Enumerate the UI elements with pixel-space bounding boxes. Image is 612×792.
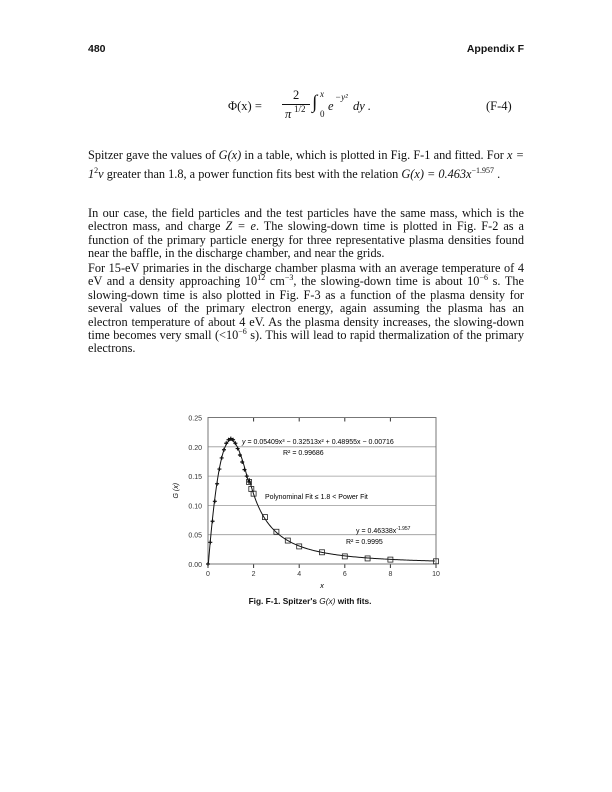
t: G(x) = 0.463x (401, 167, 472, 181)
x-tick-label: 8 (388, 571, 393, 578)
y-tick-label: 0.10 (188, 503, 202, 511)
y-axis-label: G (x) (173, 482, 180, 499)
data-point-plus (213, 499, 217, 503)
eq-lhs: Φ(x) = (228, 99, 262, 113)
power-r2: R² = 0.9995 (346, 539, 383, 546)
x-tick-label: 0 (206, 571, 210, 578)
data-point-plus (211, 519, 215, 523)
t: −1.957 (471, 165, 495, 175)
power-equation: $y = 0.46338x^{-1.957}$ (356, 526, 411, 535)
data-point-plus (222, 448, 226, 452)
data-point-plus (217, 467, 221, 471)
eq-denom-exp: 1/2 (294, 104, 306, 114)
figure-caption (160, 596, 460, 606)
y-tick-label: 0.05 (188, 532, 202, 540)
data-point-plus (208, 540, 212, 544)
t: −3 (284, 273, 294, 283)
paragraph-1 (88, 146, 524, 184)
x-axis-label: x (320, 581, 324, 590)
t: For 15-eV primaries in the discharge chamber plasma with an average temperature of 4 eV and a density approaching 10 (88, 261, 524, 289)
integral-sign: ∫ (312, 92, 318, 113)
x-tick-label: 2 (251, 571, 256, 578)
t: In our case, the field particles and the test particles have the same mass, which is the electron mass, and charge (88, 206, 524, 234)
eq-upper: x (320, 89, 324, 99)
data-point-plus (206, 562, 210, 566)
t: cm (265, 274, 285, 289)
x-tick-label: 4 (297, 571, 302, 578)
t: Spitzer gave the values of (88, 148, 219, 162)
polynomial-r2: R² = 0.99686 (283, 450, 324, 457)
eq-numer: 2 (293, 88, 300, 102)
fit-note: Polynominal Fit ≤ 1.8 < Power Fit (265, 494, 368, 501)
paragraph-3 (88, 262, 524, 356)
x-tick-label: 6 (342, 571, 347, 578)
t: (x) (227, 148, 242, 162)
data-point-plus (220, 456, 224, 460)
polynomial-fit-curve (208, 440, 249, 564)
t: v (98, 167, 104, 181)
eq-integrand: e (328, 99, 334, 113)
y-tick-label: 0.15 (188, 474, 202, 482)
t: Fig. F-1. Spitzer's (248, 596, 320, 606)
eq-lower: 0 (320, 109, 325, 119)
t: . (494, 167, 501, 181)
section-title: Appendix F (466, 43, 524, 55)
t: G (218, 148, 228, 162)
paragraph-2 (88, 207, 524, 261)
t: −6 (479, 273, 488, 283)
t: . The slowing-down time is plotted in Fig. F-2 as a function of the primary particle energy for three representative plasma densities found near the baffle, in the discharge chamber, and near the grids. (88, 219, 524, 261)
t: (x) (325, 596, 336, 606)
eq-integrand-exp: −y² (335, 92, 348, 102)
t: 12 (257, 273, 266, 283)
t: in a table, which is plotted in Fig. F-1 and fitted. For (241, 148, 508, 162)
t: greater than 1.8, a power function fits best with the relation (103, 167, 402, 181)
y-tick-label: 0.20 (188, 444, 202, 452)
t: s). This will lead to rapid thermalization of the primary electrons. (88, 328, 524, 356)
t: Z = e (225, 219, 256, 234)
page-number: 480 (88, 43, 106, 55)
t: s. The slowing-down time is also plotted in Fig. F-3 as a function of the plasma density for several values of the primary electron energy, again assuming the plasma has an electron temperature of about 4 eV. As the plasma density increases, the slowing-down time becomes very small (<10 (88, 274, 525, 343)
data-point-plus (245, 474, 249, 478)
t: with fits. (335, 596, 372, 606)
polynomial-equation: y = 0.05409x³ − 0.32513x² + 0.48955x − 0.00716 (242, 439, 394, 446)
eq-dy: dy . (353, 99, 372, 113)
y-tick-label: 0.25 (188, 415, 202, 423)
power-fit-curve (249, 478, 435, 561)
t: G (319, 596, 326, 606)
data-point-plus (215, 482, 219, 486)
t: −6 (238, 326, 247, 336)
y-tick-label: 0.00 (188, 562, 202, 569)
x-tick-label: 10 (432, 571, 440, 578)
t: 2 (94, 165, 99, 175)
eq-denom: π (285, 107, 292, 121)
t: , the slowing-down time is about 10 (293, 274, 480, 289)
figure-f1-chart (160, 400, 460, 595)
t: x = 1 (88, 148, 524, 181)
equation-label: (F-4) (486, 99, 512, 113)
